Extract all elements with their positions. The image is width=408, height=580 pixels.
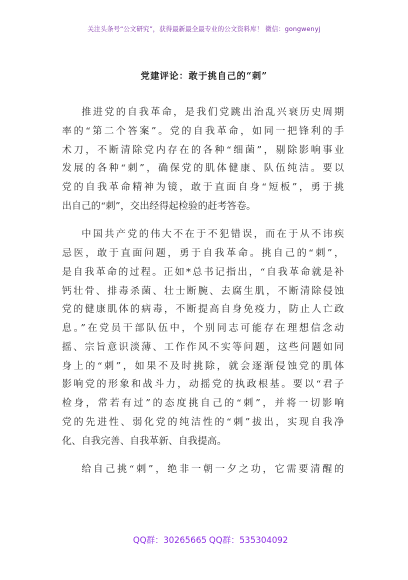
text-line: 身上的“刺”，如果不及时挑除，就会逐渐侵蚀党的肌体 <box>62 360 344 372</box>
text-line: 党的健康肌体的病毒，不断提高自身免疫力，防止人亡政 <box>62 304 344 316</box>
text-line: 息。”在党员干部队伍中，个别同志可能存在理想信念动 <box>62 323 344 335</box>
document-body <box>62 104 344 490</box>
paragraph <box>62 226 344 451</box>
paragraph <box>62 104 344 217</box>
text-line: 中国共产党的伟大不在于不犯错误，而在于从不讳疾 <box>81 229 344 241</box>
page-header-banner: 关注头条号“公文研究”，获得最新最全最专业的公文资料库！ 微信：gongwenyj <box>87 25 321 33</box>
text-line: 出自己的“刺”，交出经得起检验的赶考答卷。 <box>62 200 256 212</box>
qq-group-label: QQ群：535304092 <box>209 536 289 546</box>
text-line: 是自我革命的过程。正如*总书记指出，“自我革命就是补 <box>62 266 344 278</box>
text-line: 影响党的形象和战斗力，动摇党的执政根基。要以“君子 <box>62 379 344 391</box>
text-line: 党的先进性、弱化党的纯洁性的“刺”拔出，实现自我净 <box>62 416 344 428</box>
text-line: 忌医，敢于直面问题，勇于自我革命。挑自己的“刺”， <box>62 248 344 260</box>
text-line: 推进党的自我革命，是我们党跳出治乱兴衰历史周期 <box>81 107 344 118</box>
text-line: 化、自我完善、自我革新、自我提高。 <box>62 435 227 447</box>
document-title: 党建评论：敢于挑自己的“刺” <box>140 72 268 82</box>
text-line: 摇、宗旨意识淡薄、工作作风不实等问题，这些问题如同 <box>62 341 344 353</box>
text-line: 术刀，不断清除党内存在的各种“细菌”，剔除影响事业 <box>62 144 344 156</box>
text-line: 率的“第二个答案”。党的自我革命，如同一把锋利的手 <box>62 125 344 137</box>
text-line: 党的自我革命精神为镜，敢于直面自身“短板”，勇于挑 <box>62 182 344 193</box>
text-line: 钙壮骨、排毒杀菌、壮士断腕、去腐生肌，不断清除侵蚀 <box>62 285 344 297</box>
qq-group-label: QQ群：30265665 <box>133 536 207 546</box>
text-line: 发展的各种“刺”，确保党的肌体健康、队伍纯洁。要以 <box>62 163 344 175</box>
text-line: 给自己挑“刺”，绝非一朝一夕之功，它需要清醒的 <box>81 464 344 476</box>
text-line: 检身，常若有过”的态度挑自己的“刺”，并将一切影响 <box>62 398 344 410</box>
paragraph <box>62 461 344 480</box>
